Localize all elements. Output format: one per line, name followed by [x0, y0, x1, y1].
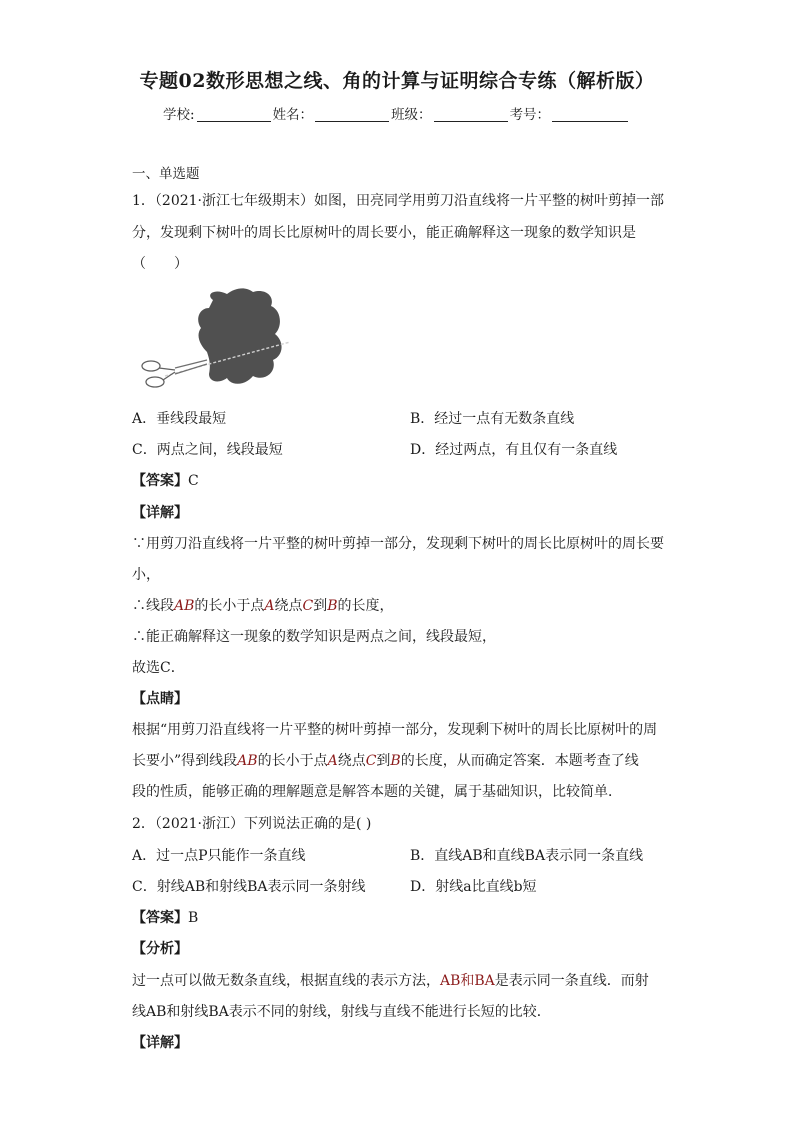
q1-option-d[interactable]: D．经过两点，有且仅有一条直线 — [410, 442, 618, 458]
q2-answer — [132, 909, 198, 927]
document-title: 专题02数形思想之线、角的计算与证明综合专练（解析版） — [139, 70, 655, 92]
q1-detail-line-3: ∴线段AB的长小于点A绕点C到B的长度， — [132, 598, 394, 614]
q2-analysis-line-1: 过一点可以做无数条直线，根据直线的表示方法，AB和BA是表示同一条直线．而射 — [132, 973, 649, 989]
q1-note-line-1: 根据“用剪刀沿直线将一片平整的树叶剪掉一部分，发现剩下树叶的周长比原树叶的周 — [132, 722, 658, 738]
q1-note-label: 【点睛】 — [132, 691, 188, 707]
q1-text-line-1: 1．（2021·浙江七年级期末）如图，田亮同学用剪刀沿直线将一片平整的树叶剪掉一部 — [132, 193, 664, 209]
q2-detail-label: 【详解】 — [132, 1035, 188, 1051]
q2-text-line-1: 2．（2021·浙江）下列说法正确的是( ) — [132, 816, 372, 832]
q2-option-c[interactable]: C．射线AB和射线BA表示同一条射线 — [132, 879, 366, 895]
school-label: 学校: — [163, 107, 195, 123]
name-label: 姓名： — [272, 107, 314, 123]
q1-text-line-2: 分，发现剩下树叶的周长比原树叶的周长要小，能正确解释这一现象的数学知识是 — [132, 225, 636, 241]
q1-detail-line-4: ∴能正确解释这一现象的数学知识是两点之间，线段最短， — [132, 629, 496, 645]
q1-detail-line-5: 故选C． — [132, 660, 185, 676]
scissors-blade-top — [175, 360, 207, 368]
q1-text-line-3: （ ） — [132, 256, 188, 272]
student-info-line — [163, 103, 630, 123]
number-blank[interactable] — [552, 107, 628, 122]
q1-option-a[interactable]: A．垂线段最短 — [132, 411, 227, 427]
q2-option-b[interactable]: B．直线AB和直线BA表示同一条直线 — [410, 848, 644, 864]
answer-value: B — [188, 910, 199, 926]
q2-option-d[interactable]: D．射线a比直线b短 — [410, 879, 537, 895]
scissors-handle-top — [142, 361, 160, 371]
school-blank[interactable] — [197, 107, 271, 122]
leaf-scissors-figure — [135, 286, 295, 401]
answer-value: C — [188, 473, 199, 489]
section-heading: 一、单选题 — [132, 166, 200, 182]
q1-note-line-3: 段的性质，能够正确的理解题意是解答本题的关键，属于基础知识，比较简单． — [132, 784, 622, 800]
q1-detail-label: 【详解】 — [132, 505, 188, 521]
scissors-handle-bottom — [146, 377, 164, 387]
q1-detail-line-2: 小， — [132, 567, 160, 583]
q1-note-line-2: 长要小”得到线段AB的长小于点A绕点C到B的长度，从而确定答案．本题考查了线 — [132, 753, 639, 769]
name-blank[interactable] — [315, 107, 389, 122]
class-blank[interactable] — [434, 107, 508, 122]
scissors-blade-bottom — [175, 364, 207, 374]
q1-option-c[interactable]: C．两点之间，线段最短 — [132, 442, 283, 458]
answer-label: 【答案】 — [132, 910, 188, 926]
answer-label: 【答案】 — [132, 473, 188, 489]
class-label: 班级： — [391, 107, 432, 123]
q2-analysis-line-2: 线AB和射线BA表示不同的射线，射线与直线不能进行长短的比较． — [132, 1004, 551, 1020]
q2-option-a[interactable]: A．过一点P只能作一条直线 — [132, 848, 306, 864]
q1-option-b[interactable]: B．经过一点有无数条直线 — [410, 411, 575, 427]
number-label: 考号： — [509, 107, 551, 123]
q2-analysis-label: 【分析】 — [132, 941, 188, 957]
q1-answer — [132, 472, 199, 490]
q1-detail-line-1: ∵用剪刀沿直线将一片平整的树叶剪掉一部分，发现剩下树叶的周长比原树叶的周长要 — [132, 536, 664, 552]
leaf-shape — [198, 288, 281, 383]
